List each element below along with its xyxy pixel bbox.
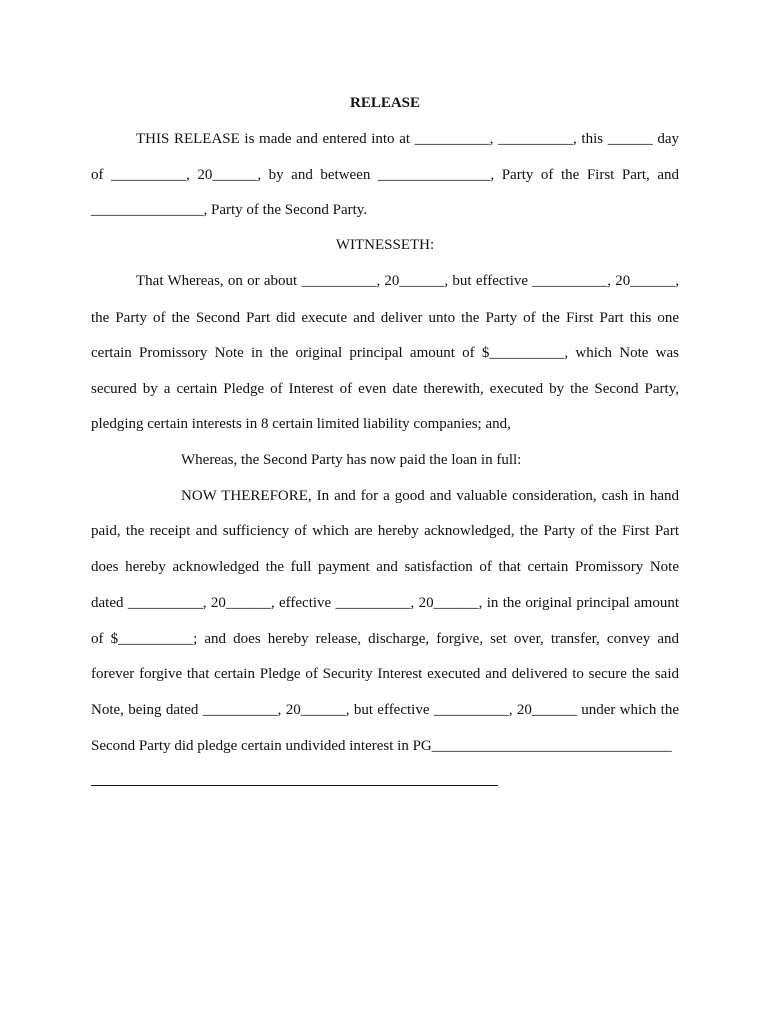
paragraph-line: Note, being dated __________, 20______, but effective __________, 20______ under which the (91, 702, 679, 718)
paragraph-line: certain Promissory Note in the original principal amount of $__________, which Note was (91, 345, 679, 361)
paragraph-line: of $__________; and does hereby release, discharge, forgive, set over, transfer, convey and (91, 631, 679, 647)
paragraph-line: dated __________, 20______, effective __________, 20______, in the original principal amount (91, 595, 679, 611)
paragraph-line: _______________, Party of the Second Party. (91, 202, 368, 218)
paragraph-line: pledging certain interests in 8 certain limited liability companies; and, (91, 416, 511, 432)
witnesseth-heading: WITNESSETH: (335, 237, 435, 253)
paragraph-line: paid, the receipt and sufficiency of which are hereby acknowledged, the Party of the First Part (91, 523, 679, 539)
paragraph-line: of __________, 20______, by and between _______________, Party of the First Part, and (91, 167, 679, 183)
paragraph-line: NOW THEREFORE, In and for a good and valuable consideration, cash in hand (181, 488, 679, 504)
paragraph-line: secured by a certain Pledge of Interest of even date therewith, executed by the Second Party, (91, 381, 679, 397)
paragraph-line: THIS RELEASE is made and entered into at __________, __________, this ______ day (136, 131, 679, 147)
paragraph-line: forever forgive that certain Pledge of Security Interest executed and delivered to secure the said (91, 666, 679, 682)
document-title: RELEASE (349, 95, 421, 111)
whereas-line: Whereas, the Second Party has now paid the loan in full: (181, 452, 522, 468)
paragraph-line: Second Party did pledge certain undivided interest in PG________________________________ (91, 738, 672, 754)
paragraph-line: the Party of the Second Part did execute and deliver unto the Party of the First Part this one (91, 310, 679, 326)
paragraph-line: does hereby acknowledged the full payment and satisfaction of that certain Promissory Note (91, 559, 679, 575)
signature-blank-line (91, 785, 498, 786)
paragraph-line: That Whereas, on or about __________, 20______, but effective __________, 20______, (136, 273, 679, 289)
